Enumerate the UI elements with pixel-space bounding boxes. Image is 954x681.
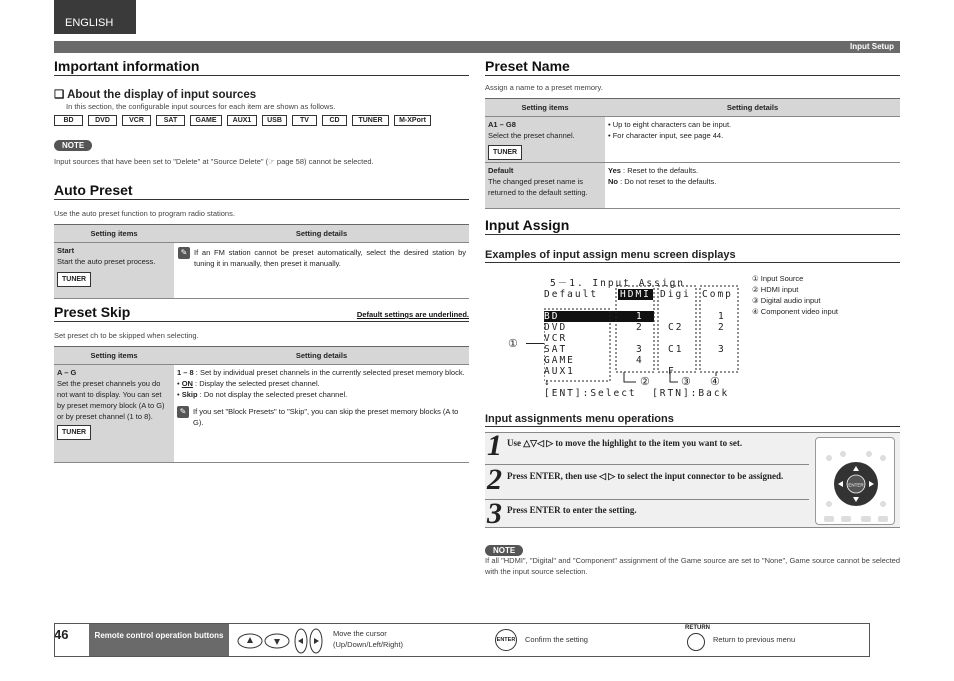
osd-default-header: Default (544, 289, 599, 300)
preset-name-table (485, 98, 900, 209)
callout-marker-3: ③ (681, 376, 691, 388)
option-name: Yes (608, 166, 621, 175)
table-row (485, 163, 900, 209)
source-tag: USB (262, 115, 287, 126)
comp-callout-box (700, 286, 738, 372)
preset-name-desc: Assign a name to a preset memory. (485, 83, 603, 92)
digi-callout-box (658, 286, 696, 372)
source-tag: BD (54, 115, 83, 126)
step-row (485, 429, 809, 465)
move-cursor-text: Move the cursor (Up/Down/Left/Right) (333, 629, 404, 649)
setting-item-name: A – G (57, 368, 77, 377)
osd-hdmi-val: 3 (636, 344, 644, 355)
remote-illustration (815, 437, 895, 525)
setting-item-name: Default (488, 166, 514, 175)
osd-digi-val: C2 (668, 322, 684, 333)
input-assign-section (485, 217, 900, 263)
callout-leader-1 (526, 343, 544, 344)
col-header: Setting items (485, 99, 605, 117)
callout-line-2 (624, 372, 636, 382)
osd-comp-val: 2 (718, 322, 726, 333)
col-header: Setting details (174, 347, 469, 365)
setting-item-name: Start (57, 246, 75, 255)
source-tag: VCR (122, 115, 151, 126)
cursor-buttons (237, 628, 323, 654)
return-button-icon (687, 633, 705, 651)
callout-line-3 (670, 372, 678, 382)
source-tag: DVD (88, 115, 117, 126)
source-tag-row (54, 115, 469, 126)
cursor-arrow-icons (237, 628, 323, 654)
osd-source: DVD (544, 322, 568, 333)
osd-hdmi-val: 4 (636, 355, 644, 366)
auto-preset-desc: Use the auto preset function to program radio stations. (54, 209, 235, 218)
source-tag: M-XPort (394, 115, 431, 126)
remote-legend-footer (54, 623, 870, 657)
callout-marker-2: ② (640, 376, 650, 388)
osd-source: SAT (544, 344, 568, 355)
table-row (485, 117, 900, 163)
callout-marker-4: ④ (710, 376, 720, 388)
col-header: Setting items (54, 347, 174, 365)
osd-footer: [ENT]:Select [RTN]:Back (544, 388, 730, 399)
osd-comp-header: Comp (702, 289, 733, 300)
source-tag: GAME (190, 115, 222, 126)
step-row (485, 465, 809, 500)
about-display-desc: In this section, the configurable input sources for each item are shown as follows. (66, 102, 336, 111)
osd-source: BD (544, 311, 560, 322)
osd-digi-val: C1 (668, 344, 684, 355)
osd-comp-val: 3 (718, 344, 726, 355)
osd-hdmi-val: 2 (636, 322, 644, 333)
step-text: Press ENTER to enter the setting. (507, 505, 637, 515)
table-row (54, 243, 469, 299)
osd-comp-val: 1 (718, 311, 726, 322)
osd-title: 5－1. Input Assign (550, 278, 686, 289)
step-number: 1 (487, 429, 502, 462)
step-number: 3 (487, 497, 502, 530)
step-row (485, 497, 809, 530)
source-tag: AUX1 (227, 115, 257, 126)
source-tag: CD (322, 115, 347, 126)
option-name: No (608, 177, 618, 186)
return-label: RETURN (685, 625, 710, 631)
auto-preset-section (54, 182, 469, 299)
steps-panel (485, 429, 900, 530)
source-callout-box (544, 309, 610, 381)
auto-preset-title: Auto Preset (54, 182, 469, 200)
setting-item-desc: Start the auto preset process. (57, 257, 156, 266)
osd-source: GAME (544, 355, 575, 366)
remote-control-icon (816, 438, 896, 526)
source-tag: TUNER (352, 115, 389, 126)
osd-scroll-indicator: ↓ (544, 377, 552, 388)
section-title: Input Setup (850, 42, 894, 51)
preset-skip-title: Preset Skip (54, 304, 131, 320)
setting-item-name: A1 – G8 (488, 120, 516, 129)
preset-skip-section (54, 304, 469, 463)
preset-name-title: Preset Name (485, 58, 900, 76)
step-text: Press ENTER, then use ◁ ▷ to select the input connector to be assigned. (507, 471, 784, 481)
source-tag: TV (292, 115, 317, 126)
memo-icon: ✎ (177, 406, 189, 418)
input-assign-note: If all "HDMI", "Digital" and "Component" assignment of the Game source are set to "None", Game source cannot be selected with the input source selection. (485, 556, 900, 576)
important-note-text: Input sources that have been set to "Delete" at "Source Delete" (☞ page 58) cannot be selected. (54, 157, 374, 166)
tuner-tag: TUNER (488, 145, 522, 160)
preset-skip-table (54, 346, 469, 463)
page-number: 46 (54, 627, 69, 642)
preset-skip-heading (54, 304, 469, 322)
tuner-tag: TUNER (57, 425, 91, 440)
osd-hdmi-header: HDMI (620, 289, 651, 300)
osd-legend (752, 273, 838, 317)
preset-name-section (485, 58, 900, 209)
note-badge: NOTE (485, 545, 523, 556)
option-name: 1 – 8 (177, 368, 194, 377)
setting-item-desc: Select the preset channel. (488, 131, 575, 140)
tuner-tag: TUNER (57, 272, 91, 287)
setting-detail: • For character input, see page 44. (608, 131, 724, 140)
osd-digi-val: F (668, 366, 676, 377)
note-badge: NOTE (54, 140, 92, 151)
svg-text:ENTER: ENTER (848, 482, 864, 488)
section-bar (54, 41, 900, 53)
option-desc: : Reset to the defaults. (620, 166, 699, 175)
important-info-section (54, 58, 469, 167)
osd-source: VCR (544, 333, 568, 344)
legend-item: ④ Component video input (752, 307, 838, 316)
setting-detail: If you set "Block Presets" to "Skip", you can skip the preset memory blocks (A to G). (193, 407, 459, 427)
hdmi-callout-box (616, 286, 654, 372)
important-info-title: Important information (54, 58, 469, 76)
default-underline-note: Default settings are underlined. (356, 310, 469, 319)
preset-skip-desc: Set preset ch to be skipped when selecting. (54, 331, 199, 340)
option-name: Skip (181, 390, 198, 399)
legend-item: ③ Digital audio input (752, 296, 821, 305)
legend-item: ① Input Source (752, 274, 804, 283)
col-header: Setting details (174, 225, 469, 243)
setting-item-desc: Set the preset channels you do not want to display. You can set by preset memory block (A to G) or by preset channel (1 to 8). (57, 379, 165, 421)
source-tag: SAT (156, 115, 185, 126)
operations-heading: Input assignments menu operations (485, 413, 900, 427)
legend-item: ② HDMI input (752, 285, 799, 294)
col-header: Setting items (54, 225, 174, 243)
osd-digi-header: Digi (660, 289, 691, 300)
option-desc: : Do not display the selected preset channel. (197, 390, 348, 399)
option-name: ON (181, 379, 193, 388)
input-assign-title: Input Assign (485, 217, 900, 235)
enter-button-icon: ENTER (495, 629, 517, 651)
setting-detail: • Up to eight characters can be input. (608, 120, 732, 129)
return-text: Return to previous menu (713, 635, 796, 644)
callout-marker-1: ① (508, 338, 518, 350)
osd-source: AUX1 (544, 366, 575, 377)
memo-icon: ✎ (178, 247, 190, 259)
language-tab: ENGLISH (54, 0, 136, 34)
step-number: 2 (487, 463, 502, 496)
option-desc: : Display the selected preset channel. (192, 379, 320, 388)
confirm-text: Confirm the setting (525, 635, 588, 644)
footer-label: Remote control operation buttons (89, 624, 229, 656)
option-desc: : Set by individual preset channels in the currently selected preset memory block. (193, 368, 465, 377)
setting-item-desc: The changed preset name is returned to the default setting. (488, 177, 588, 197)
table-row: A – G Set the preset channels you do not want to display. You can set by preset memory block (A to G) or by preset channel (1 to 8). TUNER 1 – 8 : Set by individual preset channels in the currently selected preset memory block. • ON : Display the selected preset channel. • Skip : Do not display the selected preset channel. ✎ If you set "Block Presets" to "Skip", you can skip the preset memory blocks (A to G). (54, 365, 469, 463)
option-desc: : Do not reset to the defaults. (618, 177, 717, 186)
about-display-heading: ❑ About the display of input sources (54, 89, 257, 101)
examples-heading: Examples of input assign menu screen displays (485, 249, 900, 263)
setting-detail: If an FM station cannot be preset automatically, select the desired station by tuning it in manually, then preset it manually. (194, 248, 466, 268)
osd-hdmi-val: 1 (636, 311, 644, 322)
col-header: Setting details (605, 99, 900, 117)
auto-preset-table (54, 224, 469, 299)
step-text: Use △▽◁ ▷ to move the highlight to the item you want to set. (507, 438, 743, 448)
